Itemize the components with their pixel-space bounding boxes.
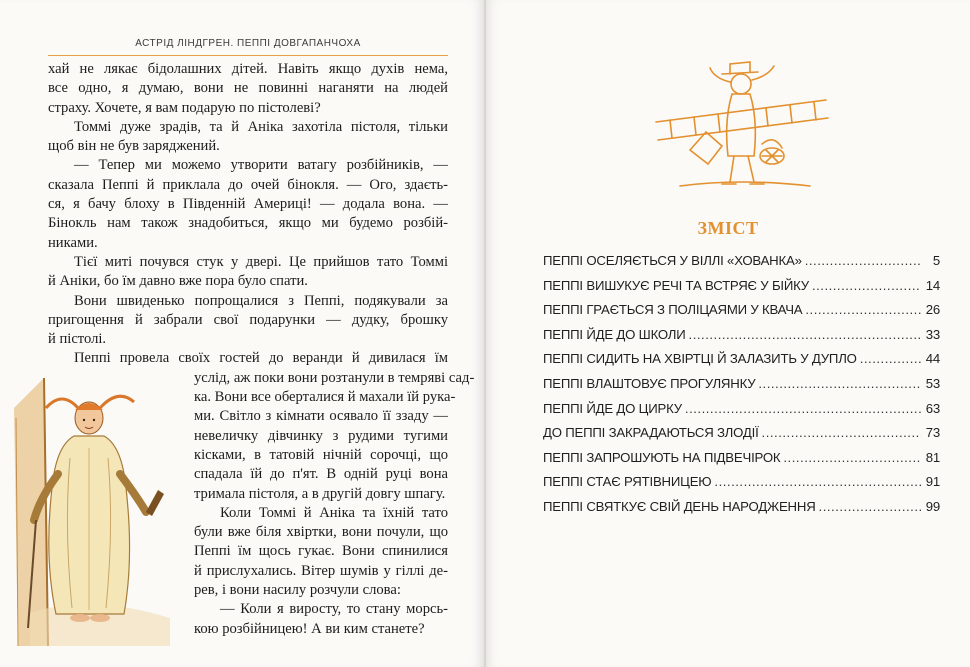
- text-line: Бінокль нам також знадобиться, якщо ми будемо розбій-: [48, 215, 448, 232]
- toc-entry-page-number: 63: [925, 400, 940, 416]
- toc-entry[interactable]: [543, 401, 940, 426]
- toc-entry-title: ПЕППІ СТАЄ РЯТІВНИЦЕЮ: [543, 474, 712, 490]
- text-line: й пістолі.: [48, 331, 107, 348]
- text-line: хай не лякає бідолашних дітей. Навіть якщо духів нема,: [48, 61, 448, 77]
- toc-entry-title: ПЕППІ ЙДЕ ДО ШКОЛИ: [543, 326, 686, 342]
- text-line: Томмі дуже зрадів, та й Аніка захотіла пістоля, тільки: [74, 118, 448, 135]
- toc-entry-page-number: 81: [925, 449, 940, 465]
- text-line: тримала пістоля, а в другій довгу шпагу.: [194, 485, 446, 502]
- toc-leader-dots: [689, 327, 921, 342]
- toc-leader-dots: [783, 450, 921, 465]
- text-line: никами.: [48, 234, 98, 251]
- toc-entry-title: ПЕППІ ОСЕЛЯЄТЬСЯ У ВІЛЛІ «ХОВАНКА»: [543, 253, 802, 268]
- toc-entry-page-number: 91: [925, 474, 940, 490]
- toc-leader-dots: [805, 302, 921, 317]
- toc-leader-dots: [860, 351, 921, 366]
- toc-leader-dots: [714, 474, 921, 489]
- toc-entry[interactable]: [543, 253, 940, 278]
- toc-entry-title: ПЕППІ СИДИТЬ НА ХВІРТЦІ Й ЗАЛАЗИТЬ У ДУПЛО: [543, 351, 857, 367]
- text-line: щоб він не був заряджений.: [48, 138, 220, 155]
- text-line: спадала їй до п'ят. В одній руці вона: [194, 466, 448, 483]
- pippi-nightgown-illustration-icon: [0, 378, 176, 646]
- text-line: услід, аж поки вони розтанули в темряві сад-: [194, 369, 475, 386]
- toc-entry[interactable]: [543, 351, 940, 376]
- text-line: кісками, в татовій нічній сорочці, що: [194, 446, 448, 463]
- toc-entry-page-number: 33: [925, 326, 940, 342]
- toc-entry-title: ПЕППІ ГРАЄТЬСЯ З ПОЛІЦАЯМИ У КВАЧА: [543, 302, 803, 318]
- running-head-rule: [48, 55, 448, 56]
- text-line: й Аніки, бо їм давно вже пора було спати.: [48, 273, 308, 290]
- toc-leader-dots: [805, 253, 921, 268]
- pippi-carrying-ladder-illustration-icon: [650, 60, 830, 190]
- text-line: — Тепер ми можемо утворити ватагу розбійників, —: [74, 157, 448, 174]
- text-line: ся, я бачу блоху в Південній Америці! — додала вона. —: [48, 196, 448, 213]
- text-line: Пеппі їм щось гукає. Вони спинилися: [194, 543, 448, 560]
- toc-entry[interactable]: [543, 302, 940, 327]
- toc-leader-dots: [758, 376, 921, 391]
- body-text-full-width: [48, 60, 448, 369]
- text-line: — Коли я виросту, то стану морсь-: [220, 601, 448, 618]
- toc-title: ЗМІСТ: [697, 218, 759, 238]
- toc-entry-page-number: 53: [925, 375, 940, 391]
- toc-entry-title: ПЕППІ ВЛАШТОВУЄ ПРОГУЛЯНКУ: [543, 375, 756, 391]
- toc-entry-title: ПЕППІ ЗАПРОШУЮТЬ НА ПІДВЕЧІРОК: [543, 449, 781, 465]
- toc-leader-dots: [812, 278, 921, 293]
- toc-leader-dots: [685, 401, 921, 416]
- text-line: все одно, я думаю, вони не повинні наганяти на людей: [48, 80, 448, 97]
- toc-entry-page-number: 26: [925, 302, 940, 318]
- text-line: й прислухались. Вітер шумів у гіллі де-: [194, 562, 448, 579]
- text-line: невеличку дівчинку з рудими тугими: [194, 427, 448, 444]
- toc-entry-title: ПЕППІ ЙДЕ ДО ЦИРКУ: [543, 400, 682, 416]
- body-text-beside-illustration: [194, 369, 475, 639]
- toc-leader-dots: [762, 425, 921, 440]
- table-of-contents: [543, 253, 940, 524]
- left-page: [0, 0, 484, 667]
- text-line: ми. Світло з кімнати осявало її ззаду —: [194, 408, 448, 425]
- text-line: рев, і вони насилу розчули слова:: [194, 582, 401, 599]
- toc-entry[interactable]: [543, 499, 940, 524]
- text-line: Тієї миті почувся стук у двері. Це прийшов тато Томмі: [74, 253, 448, 270]
- text-line: кою розбійницею! А ви ким станете?: [194, 620, 425, 637]
- toc-entry-page-number: 73: [925, 425, 940, 441]
- text-line: пригощення й забрали свої подарунки — дудку, брошку: [48, 311, 448, 328]
- text-line: сказала Пеппі й приклала до очей бінокля. — Ого, здаєть-: [48, 176, 448, 193]
- text-line: страху. Хочете, я вам подарую по пістолеві?: [48, 99, 321, 116]
- toc-leader-dots: [819, 499, 921, 514]
- toc-entry-title: ПЕППІ ВИШУКУЄ РЕЧІ ТА ВСТРЯЄ У БІЙКУ: [543, 277, 809, 293]
- text-line: були вже біля хвіртки, вони почули, що: [194, 524, 448, 541]
- text-line: Пеппі провела своїх гостей до веранди й дивилася їм: [74, 350, 448, 367]
- text-line: Коли Томмі й Аніка та їхній тато: [220, 504, 448, 521]
- toc-entry[interactable]: [543, 376, 940, 401]
- toc-entry-page-number: 44: [925, 351, 940, 367]
- toc-entry[interactable]: [543, 474, 940, 499]
- toc-entry-title: ПЕППІ СВЯТКУЄ СВІЙ ДЕНЬ НАРОДЖЕННЯ: [543, 498, 816, 514]
- toc-entry[interactable]: [543, 425, 940, 450]
- text-line: Вони швиденько попрощалися з Пеппі, подякували за: [74, 292, 448, 309]
- toc-entry[interactable]: [543, 450, 940, 475]
- toc-entry-page-number: 14: [925, 277, 940, 293]
- toc-entry-title: ДО ПЕППІ ЗАКРАДАЮТЬСЯ ЗЛОДІЇ: [543, 425, 759, 441]
- toc-entry-page-number: 5: [932, 253, 940, 268]
- text-line: ка. Вони все оберталися й махали їй рука-: [194, 389, 456, 406]
- toc-entry-page-number: 99: [925, 498, 940, 514]
- toc-entry[interactable]: [543, 327, 940, 352]
- running-head: АСТРІД ЛІНДГРЕН. ПЕППІ ДОВГАПАНЧОХА: [135, 38, 361, 49]
- toc-entry[interactable]: [543, 278, 940, 303]
